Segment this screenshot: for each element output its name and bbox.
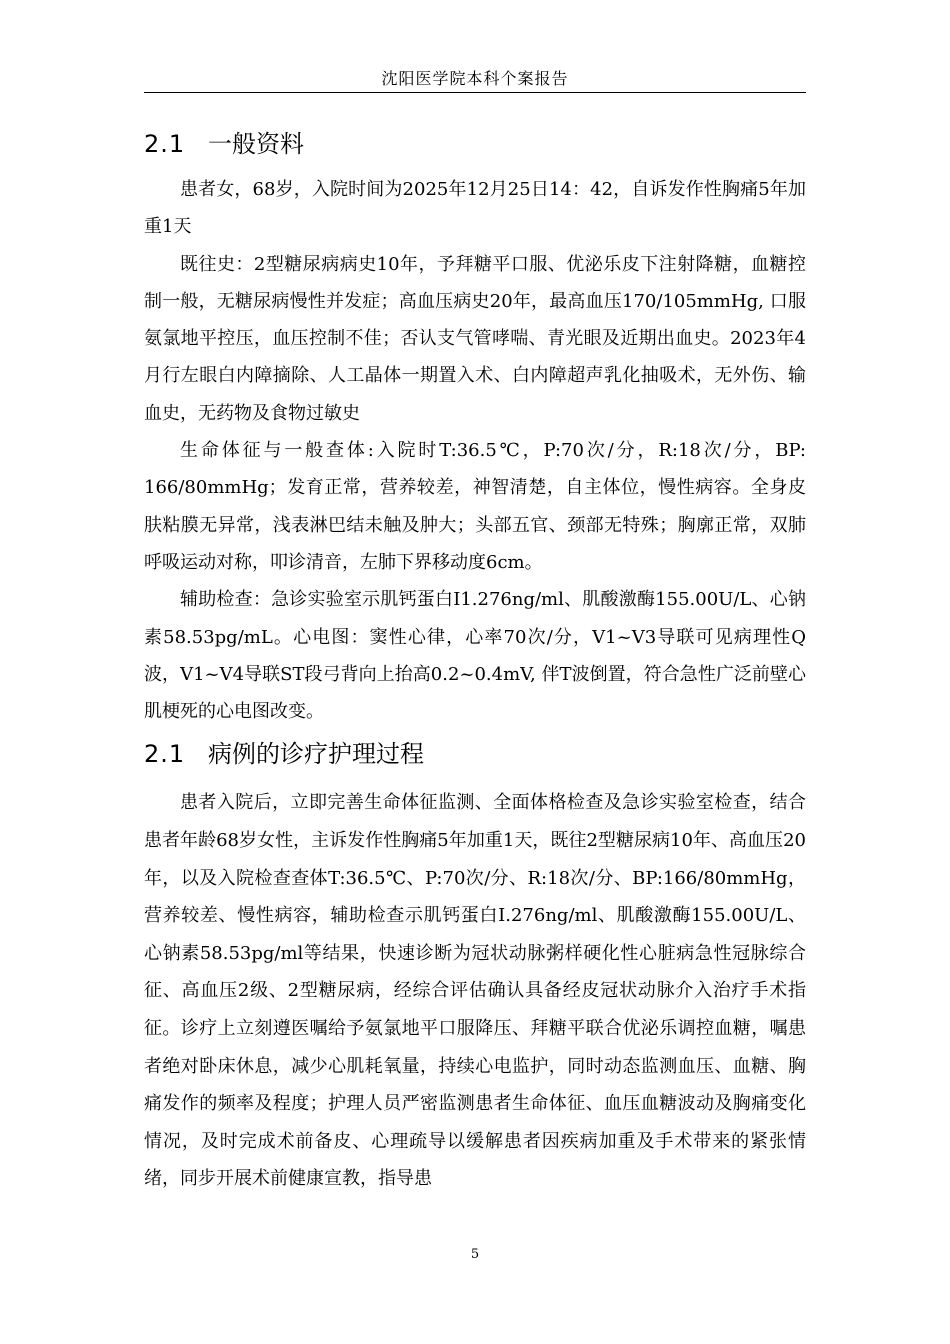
- paragraph-vital-signs: 生命体征与一般查体:入院时T:36.5℃，P:70次/分，R:18次/分，BP: 166/80mmHg；发育正常，营养较差，神智清楚，自主体位，慢性病容。全身皮肤粘膜无异常，浅表淋巴结未触及肿大；头部五官、颈部无特殊；胸廓正常，双肺呼吸运动对称，叩诊清音，左肺下界移动度6cm。: [144, 440, 806, 573]
- section-heading-general-info: [144, 124, 806, 164]
- section-title: 一般资料: [208, 130, 304, 158]
- paragraph-patient-info: 患者女，68岁，入院时间为2025年12月25日14：42，自诉发作性胸痛5年加重1天: [144, 179, 806, 238]
- section-heading-treatment-process: [144, 734, 806, 774]
- section-number: 2.1: [144, 130, 186, 158]
- paragraph-past-history: 既往史：2型糖尿病病史10年，予拜糖平口服、优泌乐皮下注射降糖，血糖控制一般，无糖尿病慢性并发症；高血压病史20年，最高血压170/105mmHg, 口服氨氯地平控压，血压控制不佳；否认支气管哮喘、青光眼及近期出血史。2023年4月行左眼白内障摘除、人工晶体一期置入术、白内障超声乳化抽吸术，无外伤、输血史，无药物及食物过敏史: [144, 253, 806, 424]
- page-body: [144, 124, 806, 1198]
- paragraph-auxiliary-exam: 辅助检查：急诊实验室示肌钙蛋白I1.276ng/ml、肌酸激酶155.00U/L、心钠素58.53pg/mL。心电图：窦性心律，心率70次/分，V1~V3导联可见病理性Q波，V1~V4导联ST段弓背向上抬高0.2~0.4mV, 伴T波倒置，符合急性广泛前壁心肌梗死的心电图改变。: [144, 589, 806, 723]
- page-number: 5: [470, 1247, 480, 1262]
- running-header: 沈阳医学院本科个案报告: [381, 69, 569, 88]
- section-number: 2.1: [144, 740, 186, 769]
- section-body-treatment-process: [144, 784, 806, 1198]
- header-rule: [144, 92, 806, 93]
- section-body-general-info: [144, 171, 806, 730]
- paragraph-treatment-process: 患者入院后，立即完善生命体征监测、全面体格检查及急诊实验室检查，结合患者年龄68岁女性，主诉发作性胸痛5年加重1天，既往2型糖尿病10年、高血压20年，以及入院检查查体T:36.5℃、P:70次/分、R:18次/分、BP:166/80mmHg，营养较差、慢性病容，辅助检查示肌钙蛋白I.276ng/ml、肌酸激酶155.00U/L、心钠素58.53pg/ml等结果，快速诊断为冠状动脉粥样硬化性心脏病急性冠脉综合征、高血压2级、2型糖尿病，经综合评估确认具备经皮冠状动脉介入治疗手术指征。诊疗上立刻遵医嘱给予氨氯地平口服降压、拜糖平联合优泌乐调控血糖，嘱患者绝对卧床休息，减少心肌耗氧量，持续心电监护，同时动态监测血压、血糖、胸痛发作的频率及程度；护理人员严密监测患者生命体征、血压血糖波动及胸痛变化情况，及时完成术前备皮、心理疏导以缓解患者因疾病加重及手术带来的紧张情绪，同步开展术前健康宣教，指导患: [144, 792, 806, 1190]
- section-title: 病例的诊疗护理过程: [208, 740, 424, 769]
